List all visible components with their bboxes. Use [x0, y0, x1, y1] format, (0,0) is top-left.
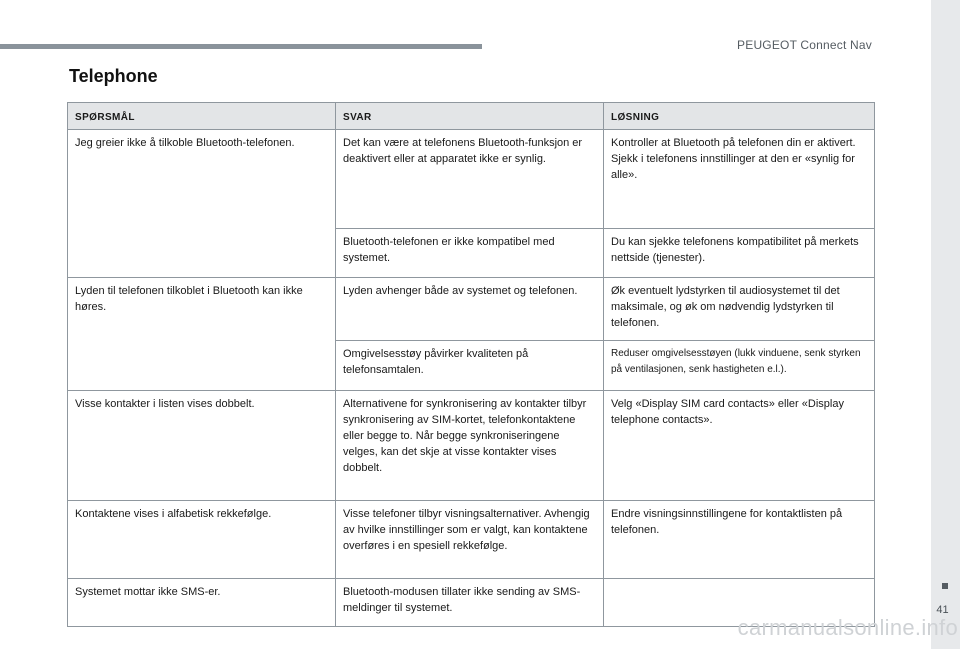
- continue-marker: [942, 583, 948, 589]
- question-cell: Visse kontakter i listen vises dobbelt.: [68, 391, 336, 501]
- side-strip: [931, 0, 960, 649]
- page-title: Telephone: [69, 66, 158, 86]
- table-row: [68, 501, 875, 579]
- table-row: [68, 278, 875, 341]
- table-header-row: [68, 103, 875, 130]
- answer-cell: Alternativene for synkronisering av kontakter tilbyr synkronisering av SIM-kortet, telefonkontaktene eller begge to. Når begge synkroniseringene velges, kan det skje at visse kontakter vises dobbelt.: [336, 391, 604, 501]
- table-row: [68, 130, 875, 229]
- troubleshooting-table: [67, 102, 875, 627]
- solution-cell: Kontroller at Bluetooth på telefonen din er aktivert. Sjekk i telefonens innstillinger at den er «synlig for alle».: [604, 130, 875, 229]
- question-cell: Kontaktene vises i alfabetisk rekkefølge.: [68, 501, 336, 579]
- question-cell: Jeg greier ikke å tilkoble Bluetooth-telefonen.: [68, 130, 336, 278]
- page-number: 41: [936, 604, 949, 616]
- answer-cell: Visse telefoner tilbyr visningsalternativer. Avhengig av hvilke innstillinger som er valgt, kan kontaktene overføres i en spesiell rekkefølge.: [336, 501, 604, 579]
- answer-cell: Bluetooth-telefonen er ikke kompatibel med systemet.: [336, 229, 604, 278]
- header-rule: [0, 44, 482, 49]
- watermark: carmanualsonline.info: [737, 615, 958, 640]
- solution-cell: Øk eventuelt lydstyrken til audiosystemet til det maksimale, og øk om nødvendig lydstyrken til telefonen.: [604, 278, 875, 341]
- question-cell: Systemet mottar ikke SMS-er.: [68, 579, 336, 627]
- solution-cell: Reduser omgivelsesstøyen (lukk vinduene, senk styrken på ventilasjonen, senk hastigheten e.l.).: [604, 341, 875, 391]
- answer-cell: Omgivelsesstøy påvirker kvaliteten på telefonsamtalen.: [336, 341, 604, 391]
- column-header-question: SPØRSMÅL: [68, 103, 336, 130]
- question-cell: Lyden til telefonen tilkoblet i Bluetooth kan ikke høres.: [68, 278, 336, 391]
- solution-cell: Velg «Display SIM card contacts» eller «Display telephone contacts».: [604, 391, 875, 501]
- answer-cell: Det kan være at telefonens Bluetooth-funksjon er deaktivert eller at apparatet ikke er synlig.: [336, 130, 604, 229]
- solution-cell: Du kan sjekke telefonens kompatibilitet på merkets nettside (tjenester).: [604, 229, 875, 278]
- table-row: [68, 391, 875, 501]
- answer-cell: Lyden avhenger både av systemet og telefonen.: [336, 278, 604, 341]
- column-header-solution: LØSNING: [604, 103, 875, 130]
- column-header-answer: SVAR: [336, 103, 604, 130]
- brand-label: PEUGEOT Connect Nav: [737, 38, 872, 52]
- solution-cell: Endre visningsinnstillingene for kontaktlisten på telefonen.: [604, 501, 875, 579]
- answer-cell: Bluetooth-modusen tillater ikke sending av SMS-meldinger til systemet.: [336, 579, 604, 627]
